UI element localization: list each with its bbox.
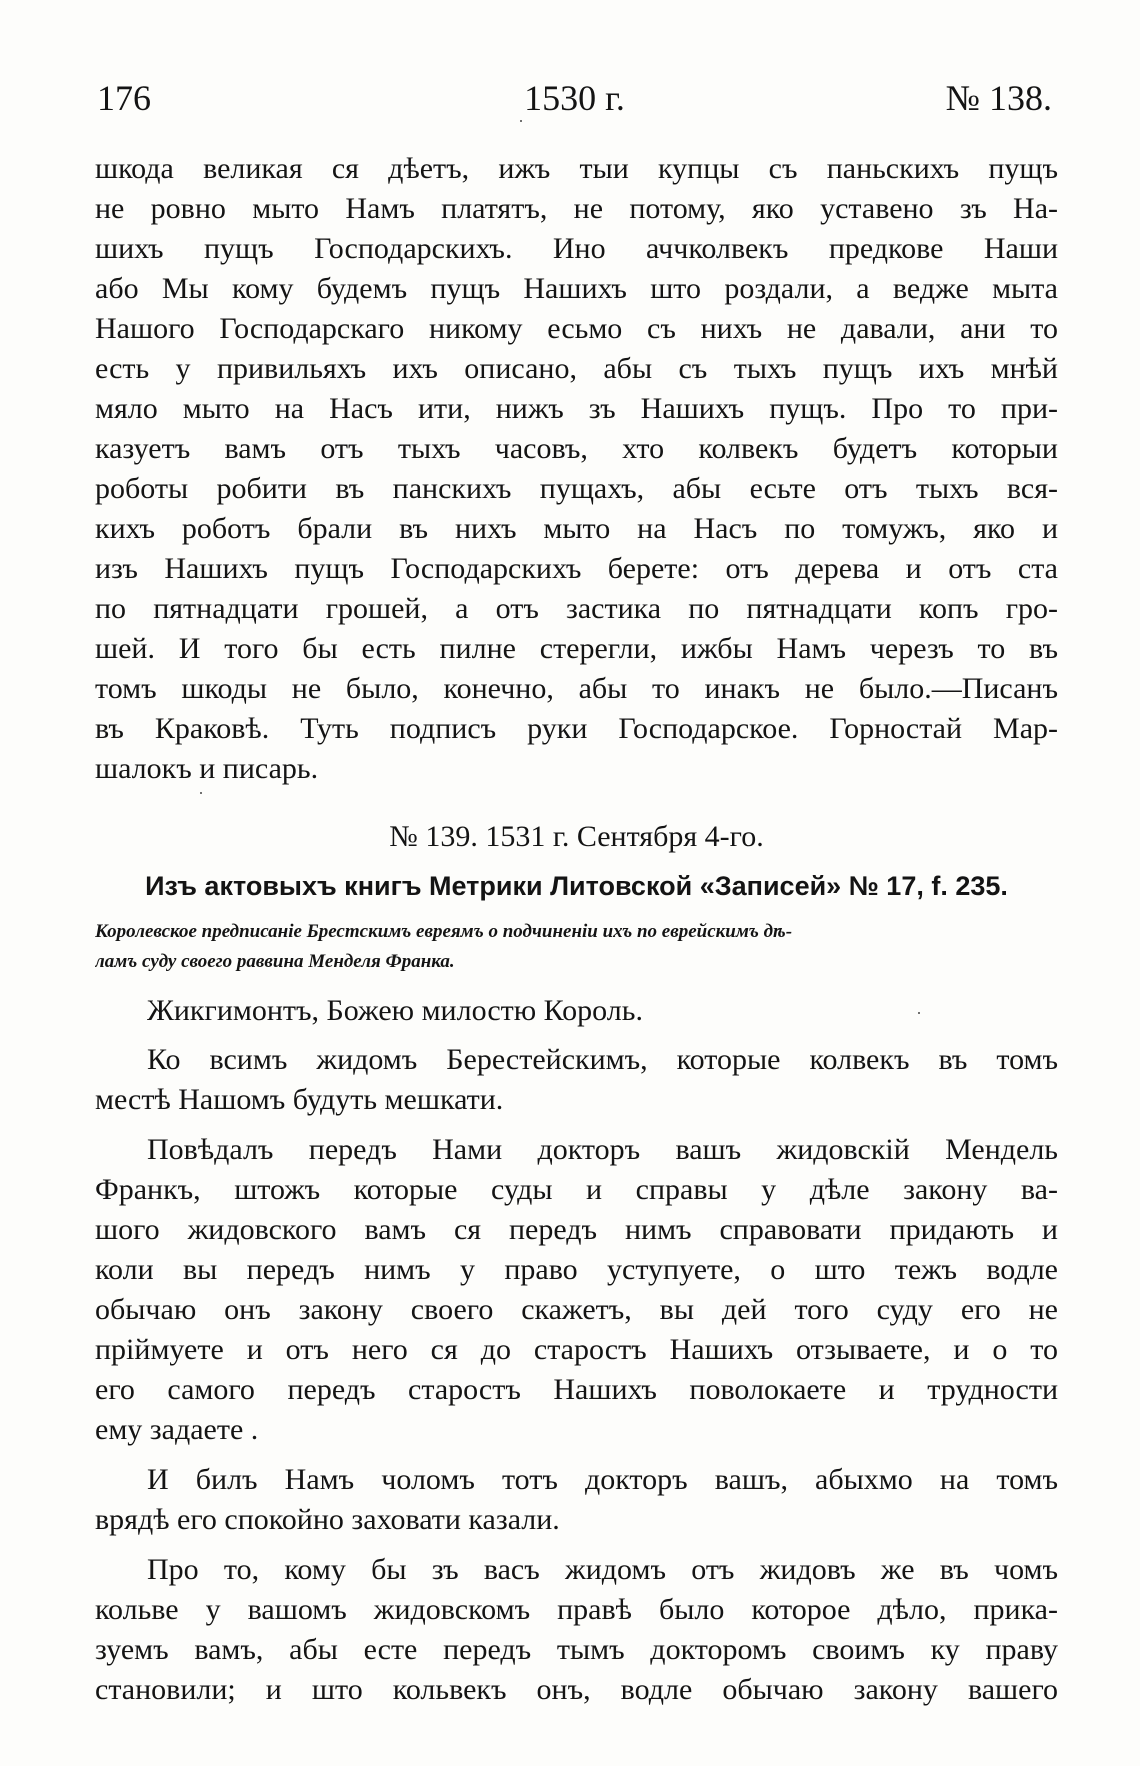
text-line: казуетъ вамъ отъ тыхъ часовъ, хто колвекъ будетъ которыи	[95, 432, 1058, 465]
text-line: шихъ пущъ Господарскихъ. Ино аччколвекъ предкове Наши	[95, 232, 1058, 265]
header-document-number: № 138.	[945, 78, 1052, 118]
text-line: не ровно мыто Намъ платятъ, не потому, яко уставено зъ На-	[95, 192, 1058, 225]
text-line: мяло мыто на Насъ ити, нижъ зъ Нашихъ пущъ. Про то при-	[95, 392, 1058, 425]
text-line: становили; и што кольвекъ онъ, водле обычаю закону вашего	[95, 1673, 1058, 1706]
text-line: врядѣ его спокойно заховати казали.	[95, 1503, 560, 1536]
text-line: Ко всимъ жидомъ Берестейскимъ, которые колвекъ въ томъ	[147, 1043, 1058, 1076]
text-line: местѣ Нашомъ будуть мешкати.	[95, 1083, 504, 1116]
text-line: шей. И того бы есть пилне стерегли, ижбы Намъ черезъ то въ	[95, 632, 1058, 665]
scan-speck	[918, 1012, 920, 1014]
text-line: шого жидовского вамъ ся передъ нимъ справовати придають и	[95, 1213, 1058, 1246]
text-line: шкода великая ся дѣетъ, ижъ тыи купцы съ паньскихъ пущъ	[95, 152, 1058, 185]
text-line: томъ шкоды не было, конечно, абы то инакъ не было.—Писанъ	[95, 672, 1058, 705]
text-line: Франкъ, штожъ которые суды и справы у дѣле закону ва-	[95, 1173, 1058, 1206]
scan-speck	[520, 120, 522, 122]
text-line: Повѣдалъ передъ Нами докторъ вашъ жидовскій Мендель	[147, 1133, 1058, 1166]
page-header	[97, 72, 1052, 124]
scan-speck	[200, 792, 202, 794]
text-line: або Мы кому будемъ пущъ Нашихъ што роздали, а ведже мыта	[95, 272, 1058, 305]
text-line: пріймуете и отъ него ся до старостъ Нашихъ отзываете, и о то	[95, 1333, 1058, 1366]
text-line: по пятнадцати грошей, а отъ застика по пятнадцати копъ гро-	[95, 592, 1058, 625]
text-line: И билъ Намъ чоломъ тотъ докторъ вашъ, абыхмо на томъ	[147, 1463, 1058, 1496]
source-citation: Изъ актовыхъ книгъ Метрики Литовской «Записей» № 17, f. 235.	[145, 871, 1008, 901]
text-line: кольве у вашомъ жидовскомъ правѣ было которое дѣло, прика-	[95, 1593, 1058, 1626]
document-heading: № 139. 1531 г. Сентября 4-го.	[389, 820, 764, 853]
text-line: коли вы передъ нимъ у право уступуете, о што тежъ водле	[95, 1253, 1058, 1286]
text-line: его самого передъ старостъ Нашихъ поволокаете и трудности	[95, 1373, 1058, 1406]
summary-line: Королевское предписаніе Брестскимъ евреямъ о подчиненіи ихъ по еврейскимъ дѣ-	[95, 921, 793, 942]
text-line: кихъ роботъ брали въ нихъ мыто на Насъ по томужъ, яко и	[95, 512, 1058, 545]
text-line: шалокъ и писарь.	[95, 752, 319, 785]
text-line: Жикгимонтъ, Божею милостю Король.	[147, 994, 643, 1027]
text-line: есть у привильяхъ ихъ описано, абы съ тыхъ пущъ ихъ мнѣй	[95, 352, 1058, 385]
page-number: 176	[97, 78, 151, 118]
text-line: Про то, кому бы зъ васъ жидомъ отъ жидовъ же въ чомъ	[147, 1553, 1058, 1586]
text-line: въ Краковѣ. Туть подписъ руки Господарское. Горностай Мар-	[95, 712, 1058, 745]
text-line: обычаю онъ закону своего скажетъ, вы дей того суду его не	[95, 1293, 1058, 1326]
text-line: ему задаете .	[95, 1413, 259, 1446]
text-line: Нашого Господарскаго никому есьмо съ нихъ не давали, ани то	[95, 312, 1058, 345]
header-year: 1530 г.	[524, 78, 625, 118]
text-line: роботы робити въ панскихъ пущахъ, абы есьте отъ тыхъ вся-	[95, 472, 1058, 505]
text-line: изъ Нашихъ пущъ Господарскихъ берете: отъ дерева и отъ ста	[95, 552, 1058, 585]
text-line: зуемъ вамъ, абы есте передъ тымъ докторомъ своимъ ку праву	[95, 1633, 1058, 1666]
summary-line: ламъ суду своего раввина Менделя Франка.	[95, 951, 455, 972]
